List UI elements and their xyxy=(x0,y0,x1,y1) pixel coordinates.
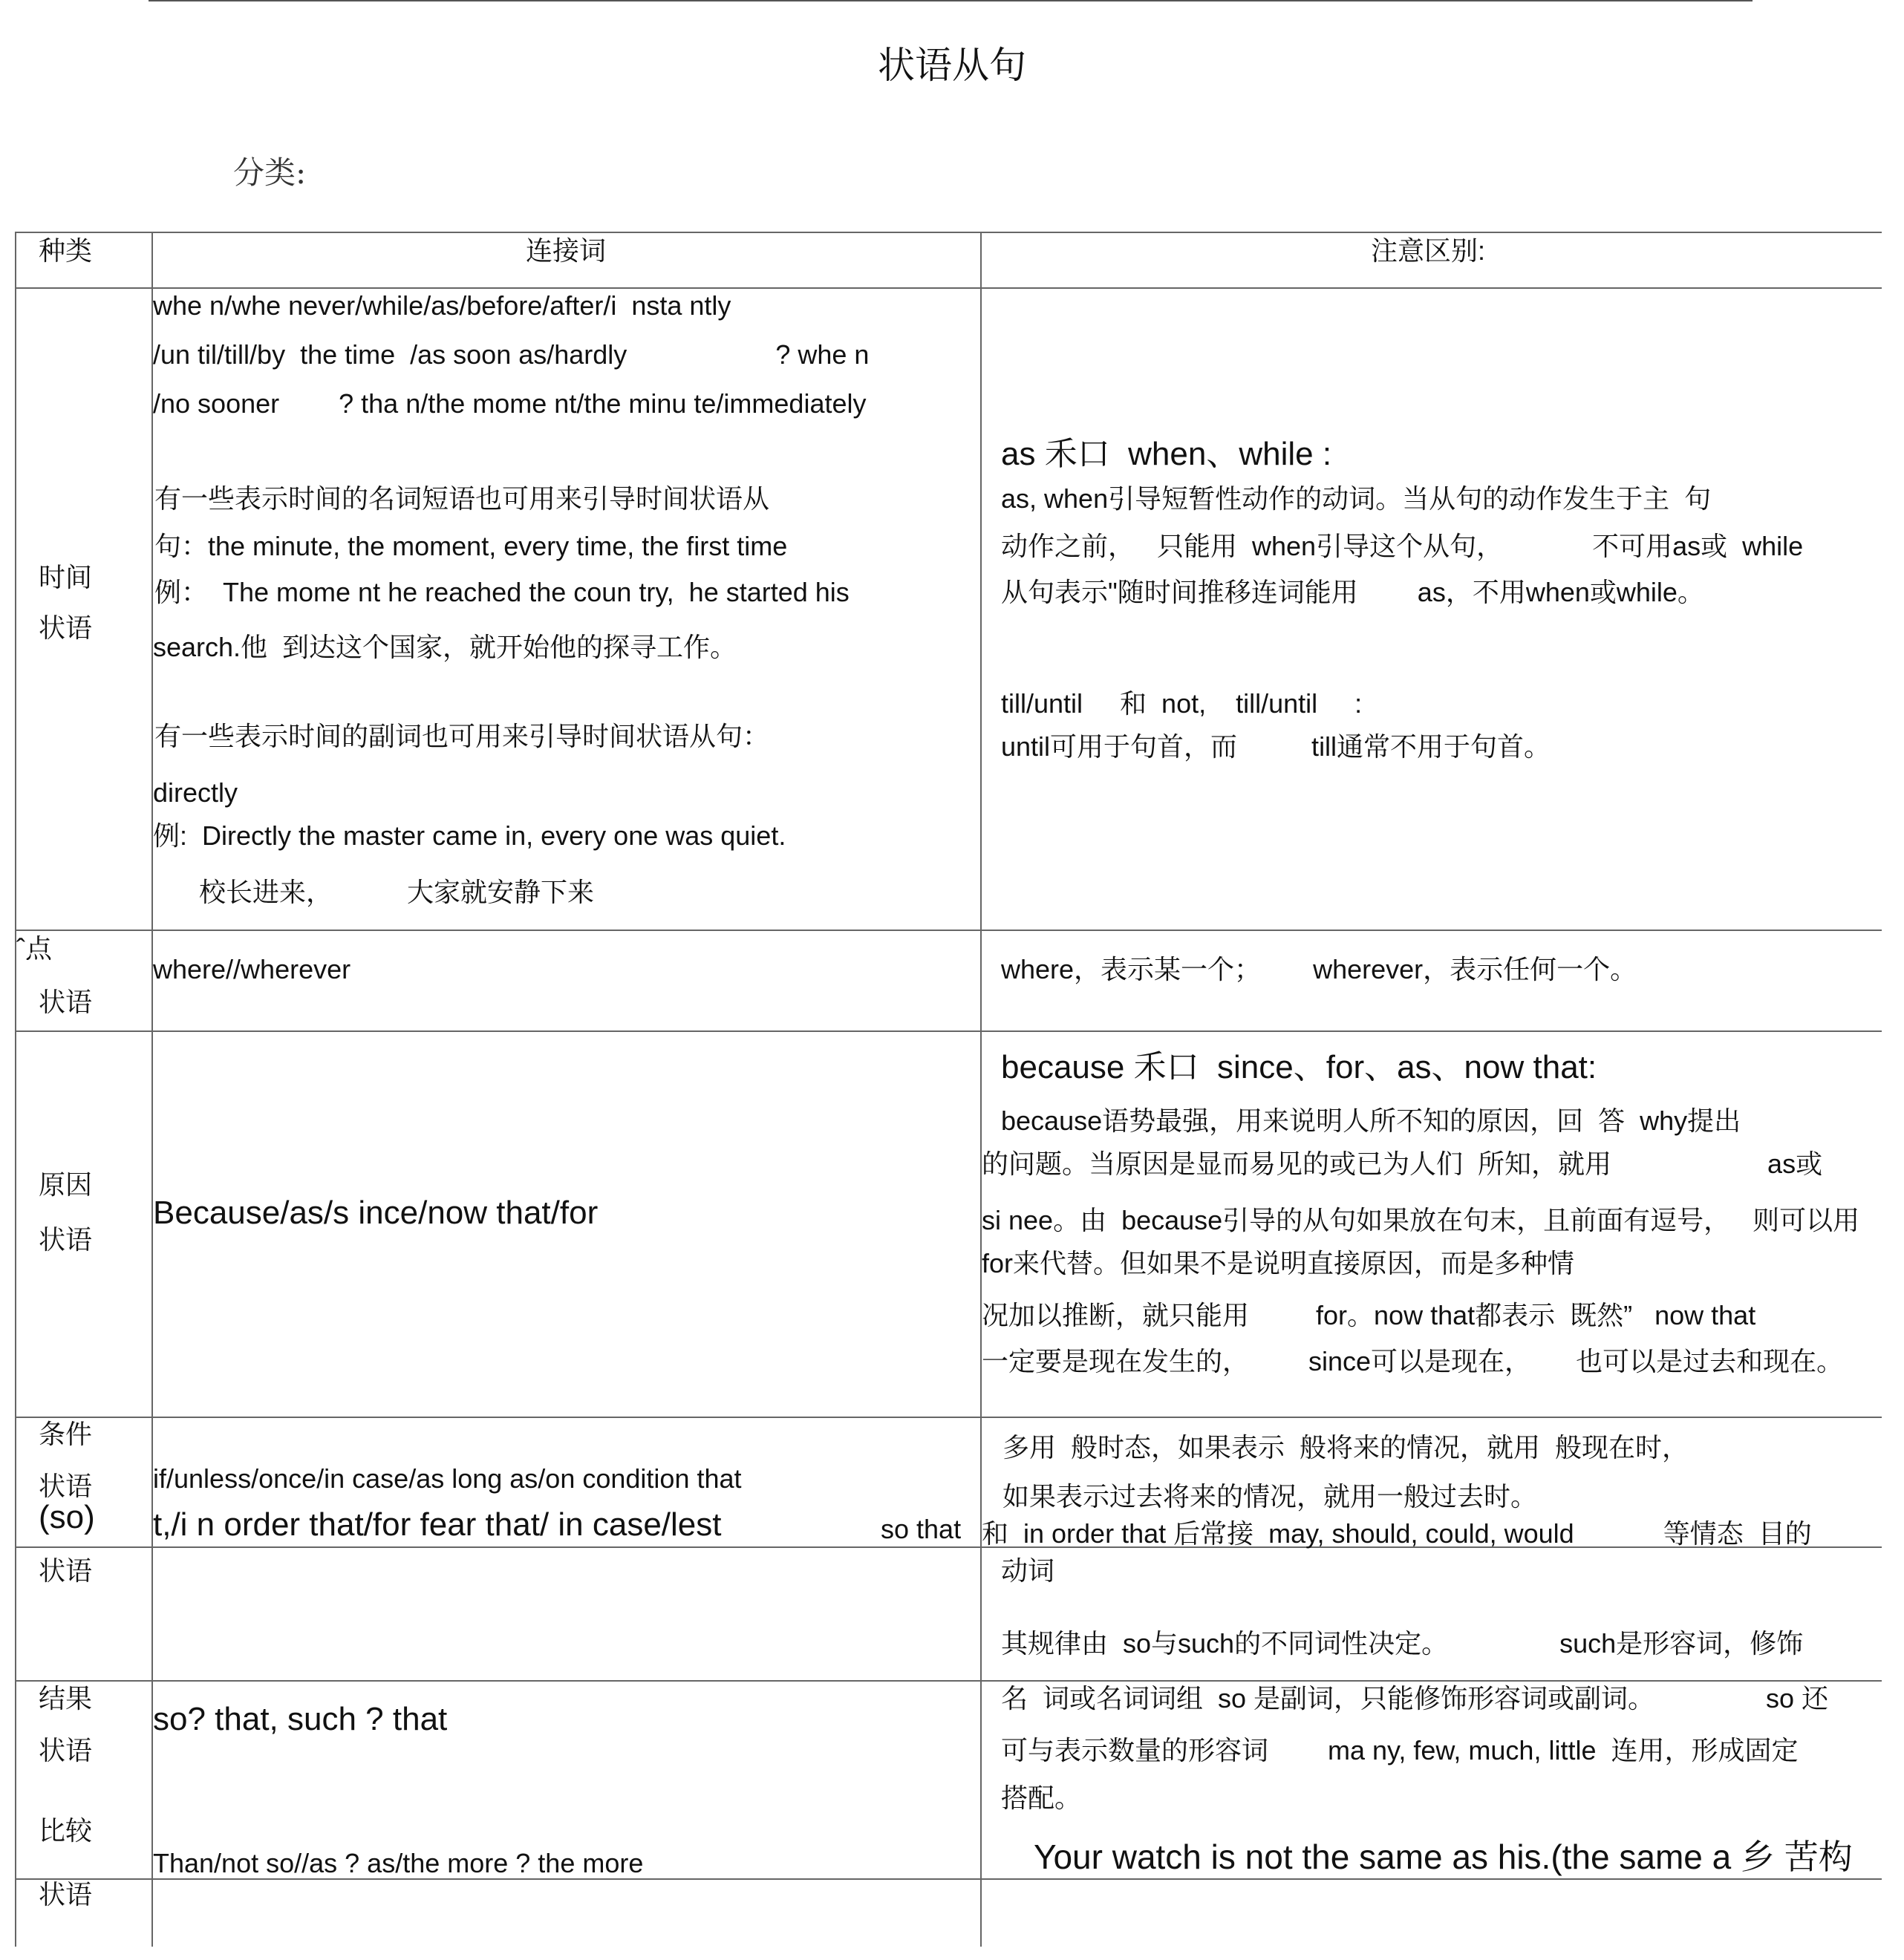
column-border xyxy=(980,232,982,1947)
header-conjunctions: 连接词 xyxy=(526,235,607,266)
reason-notes-line: for来代替。但如果不是说明直接原因，而是多种情 xyxy=(982,1248,1575,1278)
reason-notes-line: because语势最强，用来说明人所不知的原因，回 答 why提出 xyxy=(1001,1105,1741,1136)
comparison-type-label: 状语 xyxy=(39,1879,93,1910)
time-conj-line: 校长进来， 大家就安静下来 xyxy=(199,877,595,907)
time-conj-line: whe n/whe never/while/as/before/after/i nsta ntly xyxy=(153,290,731,321)
row-divider xyxy=(15,1417,1882,1418)
result-notes-line: 搭配。 xyxy=(1001,1783,1082,1813)
time-type-label: 状语 xyxy=(39,612,93,643)
comparison-type-label: 比较 xyxy=(39,1815,93,1846)
top-rule xyxy=(149,0,1753,1)
purpose-type-label: (so) xyxy=(39,1499,95,1535)
comparison-notes-example: Your watch is not the same as his.(the same a 乡 苦构 xyxy=(1034,1838,1853,1876)
time-notes-line: 从句表示"随时间推移连词能用 as，不用when或while。 xyxy=(1001,577,1704,607)
time-notes-heading: as 禾口 when、while : xyxy=(1001,436,1332,472)
result-type-label: 结果 xyxy=(39,1683,93,1714)
purpose-conj-so-that: so that xyxy=(881,1514,962,1544)
result-type-label: 状语 xyxy=(39,1735,93,1765)
result-notes-line: 其规律由 so与such的不同词性决定。 such是形容词，修饰 xyxy=(1001,1628,1804,1659)
time-notes-line: as, when引导短暂性动作的动词。当从句的动作发生于主 句 xyxy=(1001,483,1712,514)
condition-type-label: 状语 xyxy=(39,1471,93,1501)
time-notes-line: till/until 和 not, till/until : xyxy=(1001,688,1363,719)
table-border-top xyxy=(15,232,1882,233)
time-notes-line: 动作之前， 只能用 when引导这个从句， 不可用as或 while xyxy=(1001,531,1804,561)
place-type-label: 状语 xyxy=(39,987,93,1017)
time-conj-line: 有一些表示时间的名词短语也可用来引导时间状语从 xyxy=(154,483,770,514)
time-conj-line: search.他 到达这个国家，就开始他的探寻工作。 xyxy=(153,632,737,662)
time-conj-line: 句：the minute, the moment, every time, the first time xyxy=(154,531,788,561)
reason-type-label: 状语 xyxy=(39,1224,93,1255)
time-conj-line: 有一些表示时间的副词也可用来引导时间状语从句： xyxy=(154,721,770,751)
section-label: 分类: xyxy=(233,154,307,191)
place-notes: where，表示某一个； wherever，表示任何一个。 xyxy=(1001,954,1637,984)
time-conj-line: /un til/till/by the time /as soon as/hardly ? whe n xyxy=(153,339,870,370)
condition-notes-line: 如果表示过去将来的情况，就用一般过去时。 xyxy=(1002,1481,1538,1512)
purpose-conj: t,/i n order that/for fear that/ in case/lest xyxy=(153,1506,722,1543)
purpose-type-label: 状语 xyxy=(39,1555,93,1586)
reason-notes-line: 的问题。当原因是显而易见的或已为人们 所知，就用 as或 xyxy=(982,1149,1823,1179)
document-title: 状语从句 xyxy=(878,44,1026,87)
condition-type-label: 条件 xyxy=(39,1419,93,1449)
header-type: 种类 xyxy=(39,235,93,266)
time-conj-line: /no sooner ? tha n/the mome nt/the minu te/immediately xyxy=(153,388,867,419)
reason-notes-heading: because 禾口 since、for、as、now that: xyxy=(1001,1049,1597,1085)
reason-notes-line: 况加以推断，就只能用 for。now that都表示 既然” now that xyxy=(982,1300,1756,1330)
result-notes-line: 名 词或名词词组 so 是副词，只能修饰形容词或副词。 so 还 xyxy=(1001,1683,1829,1714)
condition-notes-line: 多用 般时态，如果表示 般将来的情况，就用 般现在时， xyxy=(1002,1432,1689,1463)
row-divider xyxy=(15,930,1882,931)
time-conj-line: 例: Directly the master came in, every one was quiet. xyxy=(153,820,786,851)
purpose-notes-line: 和 in order that 后常接 may, should, could, would 等情态 目的 xyxy=(982,1518,1812,1549)
column-border xyxy=(15,232,16,1947)
reason-conj: Because/as/s ince/now that/for xyxy=(153,1195,599,1231)
reason-type-label: 原因 xyxy=(39,1169,93,1200)
row-divider xyxy=(15,1030,1882,1032)
result-notes-line: 可与表示数量的形容词 ma ny, few, much, little 连用，形成固定 xyxy=(1001,1735,1799,1765)
place-conj: where//wherever xyxy=(153,954,351,984)
result-conj: so? that, such ? that xyxy=(153,1701,448,1737)
time-notes-line: until可用于句首，而 till通常不用于句首。 xyxy=(1001,731,1551,762)
row-divider xyxy=(15,1878,1882,1880)
header-notes: 注意区别: xyxy=(1371,235,1486,266)
reason-notes-line: si nee。由 because引导的从句如果放在句末，且前面有逗号， 则可以用 xyxy=(982,1205,1860,1235)
column-border xyxy=(151,232,153,1947)
comparison-conj: Than/not so//as ? as/the more ? the more xyxy=(153,1848,644,1878)
time-type-label: 时间 xyxy=(39,562,93,592)
row-divider xyxy=(15,287,1882,289)
row-divider xyxy=(15,1680,1882,1682)
condition-conj: if/unless/once/in case/as long as/on condition that xyxy=(153,1463,742,1494)
time-conj-line: 例： The mome nt he reached the coun try, he started his xyxy=(154,577,850,607)
time-conj-line: directly xyxy=(153,777,238,808)
reason-notes-line: 一定要是现在发生的， since可以是现在， 也可以是过去和现在。 xyxy=(982,1346,1844,1376)
place-type-label: ˆ点 xyxy=(16,933,52,964)
purpose-notes-line: 动词 xyxy=(1001,1555,1055,1586)
